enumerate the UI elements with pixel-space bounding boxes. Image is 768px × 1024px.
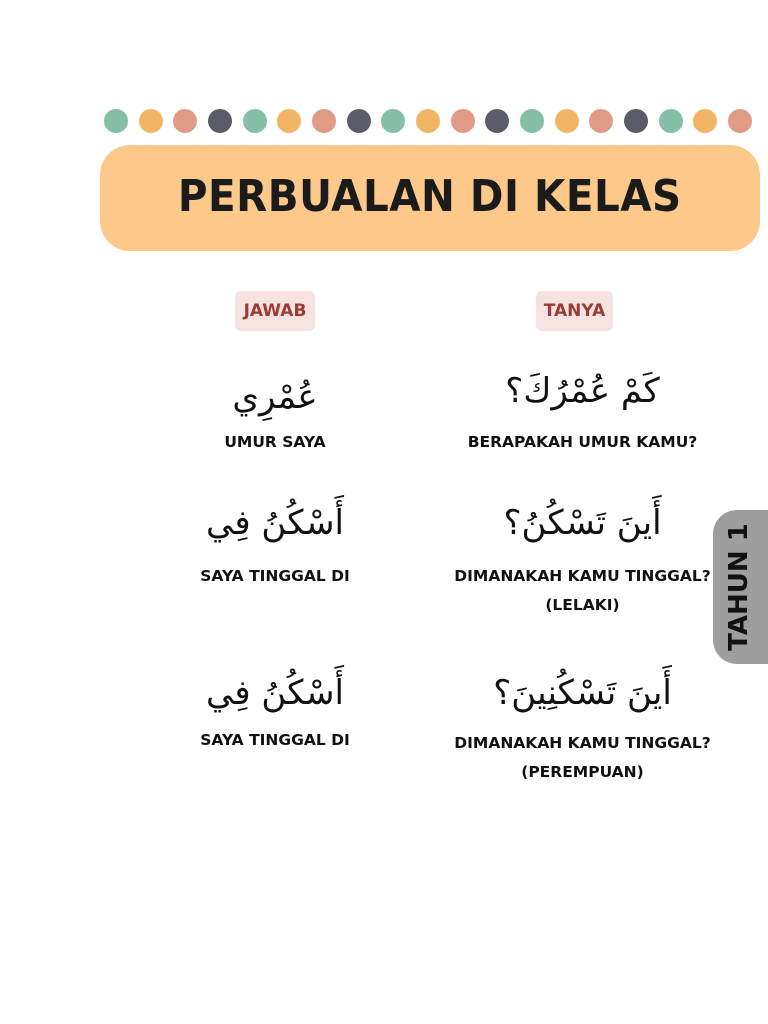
question-arabic-3: أَينَ تَسْكُنِينَ؟	[493, 673, 672, 713]
decorative-dot	[485, 109, 509, 133]
decorative-dot	[347, 109, 371, 133]
question-note-3: (PEREMPUAN)	[521, 763, 644, 781]
decorative-dot	[381, 109, 405, 133]
title-banner	[100, 145, 760, 251]
decorative-dot	[277, 109, 301, 133]
decorative-dot	[208, 109, 232, 133]
column-header-answer: JAWAB	[235, 291, 315, 331]
year-label: TAHUN 1	[724, 523, 754, 651]
answer-arabic-3: أَسْكُنُ فِي	[206, 673, 344, 713]
column-header-question: TANYA	[536, 291, 613, 331]
answer-malay-1: UMUR SAYA	[224, 433, 326, 451]
decorative-dot	[416, 109, 440, 133]
question-malay-2: DIMANAKAH KAMU TINGGAL?	[454, 567, 711, 585]
decorative-dot	[589, 109, 613, 133]
decorative-dot	[520, 109, 544, 133]
decorative-dot	[728, 109, 752, 133]
decorative-dot	[243, 109, 267, 133]
decorative-dot	[173, 109, 197, 133]
question-arabic-1: كَمْ عُمْرُكَ؟	[505, 371, 660, 411]
answer-malay-2: SAYA TINGGAL DI	[200, 567, 350, 585]
answer-malay-3: SAYA TINGGAL DI	[200, 731, 350, 749]
decorative-dot	[555, 109, 579, 133]
decorative-dot	[312, 109, 336, 133]
page-title: PERBUALAN DI KELAS	[178, 170, 682, 222]
decorative-dot	[451, 109, 475, 133]
answer-arabic-1: عُمْرِي	[232, 377, 318, 417]
decorative-dot	[104, 109, 128, 133]
question-arabic-2: أَينَ تَسْكُنُ؟	[503, 503, 662, 543]
question-note-2: (LELAKI)	[545, 596, 620, 614]
decorative-dot	[139, 109, 163, 133]
decorative-dot	[659, 109, 683, 133]
answer-arabic-2: أَسْكُنُ فِي	[206, 503, 344, 543]
question-malay-1: BERAPAKAH UMUR KAMU?	[467, 433, 698, 451]
year-side-tab	[713, 510, 768, 664]
question-malay-3: DIMANAKAH KAMU TINGGAL?	[454, 734, 711, 752]
decorative-dot	[624, 109, 648, 133]
decorative-dot-row	[104, 107, 752, 135]
decorative-dot	[693, 109, 717, 133]
